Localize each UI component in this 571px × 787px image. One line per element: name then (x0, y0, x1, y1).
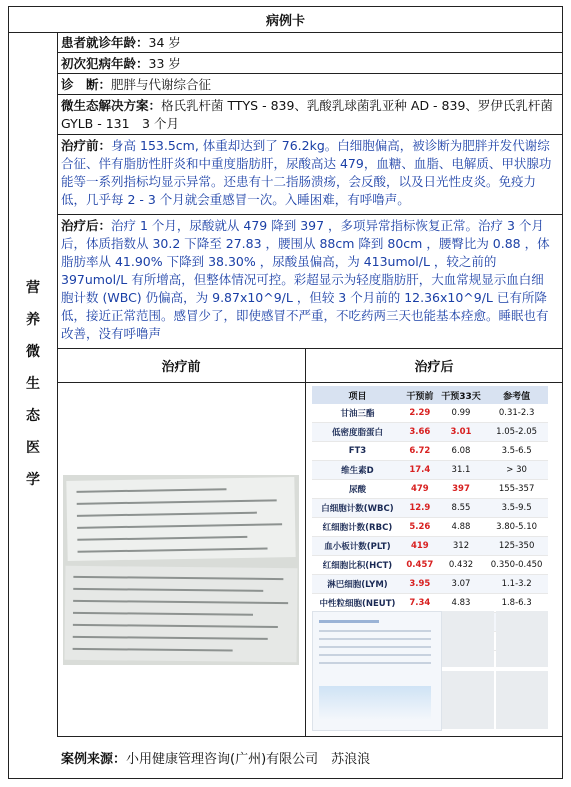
lab-row (312, 480, 548, 499)
diagnosis-label: 诊 断： (61, 77, 112, 92)
age-row (57, 32, 562, 53)
lab-cell: 5.26 (403, 518, 437, 537)
body-composition-chart-image (312, 611, 442, 731)
lab-item-name: 尿酸 (312, 480, 403, 499)
lab-header: 干预前 (403, 386, 437, 404)
onset-label: 初次犯病年龄： (61, 56, 149, 71)
side-char: 态 (26, 408, 40, 424)
lab-cell: 0.31-2.3 (485, 404, 548, 423)
lab-cell: 8.55 (437, 499, 485, 518)
patient-photo (442, 611, 494, 667)
lab-row (312, 518, 548, 537)
lab-item-name: FT3 (312, 442, 403, 461)
lab-cell: 0.350-0.450 (485, 556, 548, 575)
plan-row (57, 95, 562, 135)
lab-item-name: 血小板计数(PLT) (312, 537, 403, 556)
lab-cell: 0.432 (437, 556, 485, 575)
lab-cell: 155-357 (485, 480, 548, 499)
lab-cell: > 30 (485, 461, 548, 480)
diagnosis-row (57, 74, 562, 95)
diagnosis-value: 肥胖与代谢综合征 (111, 77, 212, 92)
lab-header: 参考值 (485, 386, 548, 404)
before-value: 身高 153.5cm, 体重却达到了 76.2kg。白细胞偏高，被诊断为肥胖并发代谢综合征、伴有脂肪性肝炎和中重度脂肪肝，尿酸高达 479，血糖、血脂、电解质、甲状腺功能等一系列指标均显示异常。还患有十二指肠溃疡，会反酸，以及日光性皮炎。免疫力低，几乎每 2 - 3 个月就会重感冒一次。入睡困难，有呼噜声。 (61, 138, 552, 207)
lab-cell: 1.8-6.3 (485, 594, 548, 613)
lab-row (312, 594, 548, 613)
lab-cell: 419 (403, 537, 437, 556)
card-title: 病例卡 (9, 7, 562, 33)
after-row (57, 215, 562, 349)
lab-item-name: 红细胞比积(HCT) (312, 556, 403, 575)
lab-cell: 4.88 (437, 518, 485, 537)
side-char: 营 (26, 280, 40, 296)
lab-cell: 3.01 (437, 423, 485, 442)
lab-item-name: 甘油三酯 (312, 404, 403, 423)
lab-cell: 1.05-2.05 (485, 423, 548, 442)
lab-item-name: 白细胞计数(WBC) (312, 499, 403, 518)
lab-item-name: 低密度脂蛋白 (312, 423, 403, 442)
side-char: 医 (26, 440, 40, 456)
lab-cell: 3.66 (403, 423, 437, 442)
report-sheet (66, 477, 295, 561)
lab-cell: 312 (437, 537, 485, 556)
lab-row (312, 556, 548, 575)
lab-cell: 3.5-6.5 (485, 442, 548, 461)
case-source (57, 736, 562, 778)
progress-photos (312, 611, 548, 729)
lab-row (312, 575, 548, 594)
lab-header: 干预33天 (437, 386, 485, 404)
lab-item-name: 维生素D (312, 461, 403, 480)
onset-row (57, 53, 562, 74)
lab-item-name: 淋巴细胞(LYM) (312, 575, 403, 594)
lab-item-name: 红细胞计数(RBC) (312, 518, 403, 537)
lab-cell: 2.29 (403, 404, 437, 423)
plan-label: 微生态解决方案： (61, 98, 162, 113)
lab-cell: 4.83 (437, 594, 485, 613)
lab-cell: 3.95 (403, 575, 437, 594)
side-char: 生 (26, 376, 40, 392)
before-label: 治疗前： (61, 138, 112, 153)
lab-row (312, 404, 548, 423)
lab-row (312, 423, 548, 442)
after-image-cell (306, 383, 562, 736)
age-label: 患者就诊年龄： (61, 35, 149, 50)
age-value: 34 岁 (148, 35, 181, 50)
lab-cell: 3.5-9.5 (485, 499, 548, 518)
lab-cell: 1.1-3.2 (485, 575, 548, 594)
side-label (9, 32, 58, 736)
lab-cell: 397 (437, 480, 485, 499)
before-image-header: 治疗前 (57, 349, 306, 383)
after-image-header: 治疗后 (306, 349, 562, 383)
lab-row (312, 442, 548, 461)
lab-cell: 479 (403, 480, 437, 499)
lab-cell: 17.4 (403, 461, 437, 480)
before-image-cell (57, 383, 306, 736)
lab-cell: 3.07 (437, 575, 485, 594)
lab-cell: 12.9 (403, 499, 437, 518)
main-panel (57, 32, 562, 736)
lab-cell: 6.72 (403, 442, 437, 461)
patient-photo (442, 671, 494, 729)
lab-row (312, 499, 548, 518)
after-value: 治疗 1 个月，尿酸就从 479 降到 397 ，多项异常指标恢复正常。治疗 3 个月后，体质指数从 30.2 下降至 27.83 ，腰围从 88cm 降到 80cm ，腰臀比为 0.88 ，体脂肪率从 41.90% 下降到 38.30% ，尿酸虽偏高，为 413umol/L ，较之前的 397umol/L 有所增高，但整体情况可控。彩超显示为轻度脂肪肝，大血常规显示血白细胞计数 (WBC) 仍偏高，为 9.87x10^9/L ，但较 3 个月前的 12.36x10^9/L 已有所降低，接近正常范围。感冒少了，即使感冒不严重，不吃药两三天也能基本痊愈。睡眠也有改善，没有呼噜声 (61, 218, 550, 341)
side-char: 学 (26, 472, 40, 488)
report-sheet (65, 566, 298, 662)
lab-cell: 7.34 (403, 594, 437, 613)
lab-cell: 0.99 (437, 404, 485, 423)
side-char: 微 (26, 344, 40, 360)
onset-value: 33 岁 (148, 56, 181, 71)
lab-cell: 31.1 (437, 461, 485, 480)
plan-value: 格氏乳杆菌 TTYS - 839、乳酸乳球菌乳亚种 AD - 839、罗伊氏乳杆菌 GYLB - 131 3 个月 (61, 98, 553, 131)
lab-header: 项目 (312, 386, 403, 404)
lab-cell: 3.80-5.10 (485, 518, 548, 537)
before-row (57, 135, 562, 215)
lab-row (312, 461, 548, 480)
lab-row (312, 537, 548, 556)
lab-cell: 125-350 (485, 537, 548, 556)
after-label: 治疗后： (61, 218, 112, 233)
patient-photo (496, 671, 548, 729)
case-card (8, 6, 563, 779)
lab-item-name: 中性粒细胞(NEUT) (312, 594, 403, 613)
side-char: 养 (26, 312, 40, 328)
lab-cell: 0.457 (403, 556, 437, 575)
lab-cell: 6.08 (437, 442, 485, 461)
patient-photo (496, 611, 548, 667)
source-label: 案例来源： (61, 752, 127, 767)
source-value: 小用健康管理咨询(广州)有限公司 苏浪浪 (126, 752, 371, 767)
lab-report-photo (63, 475, 299, 665)
